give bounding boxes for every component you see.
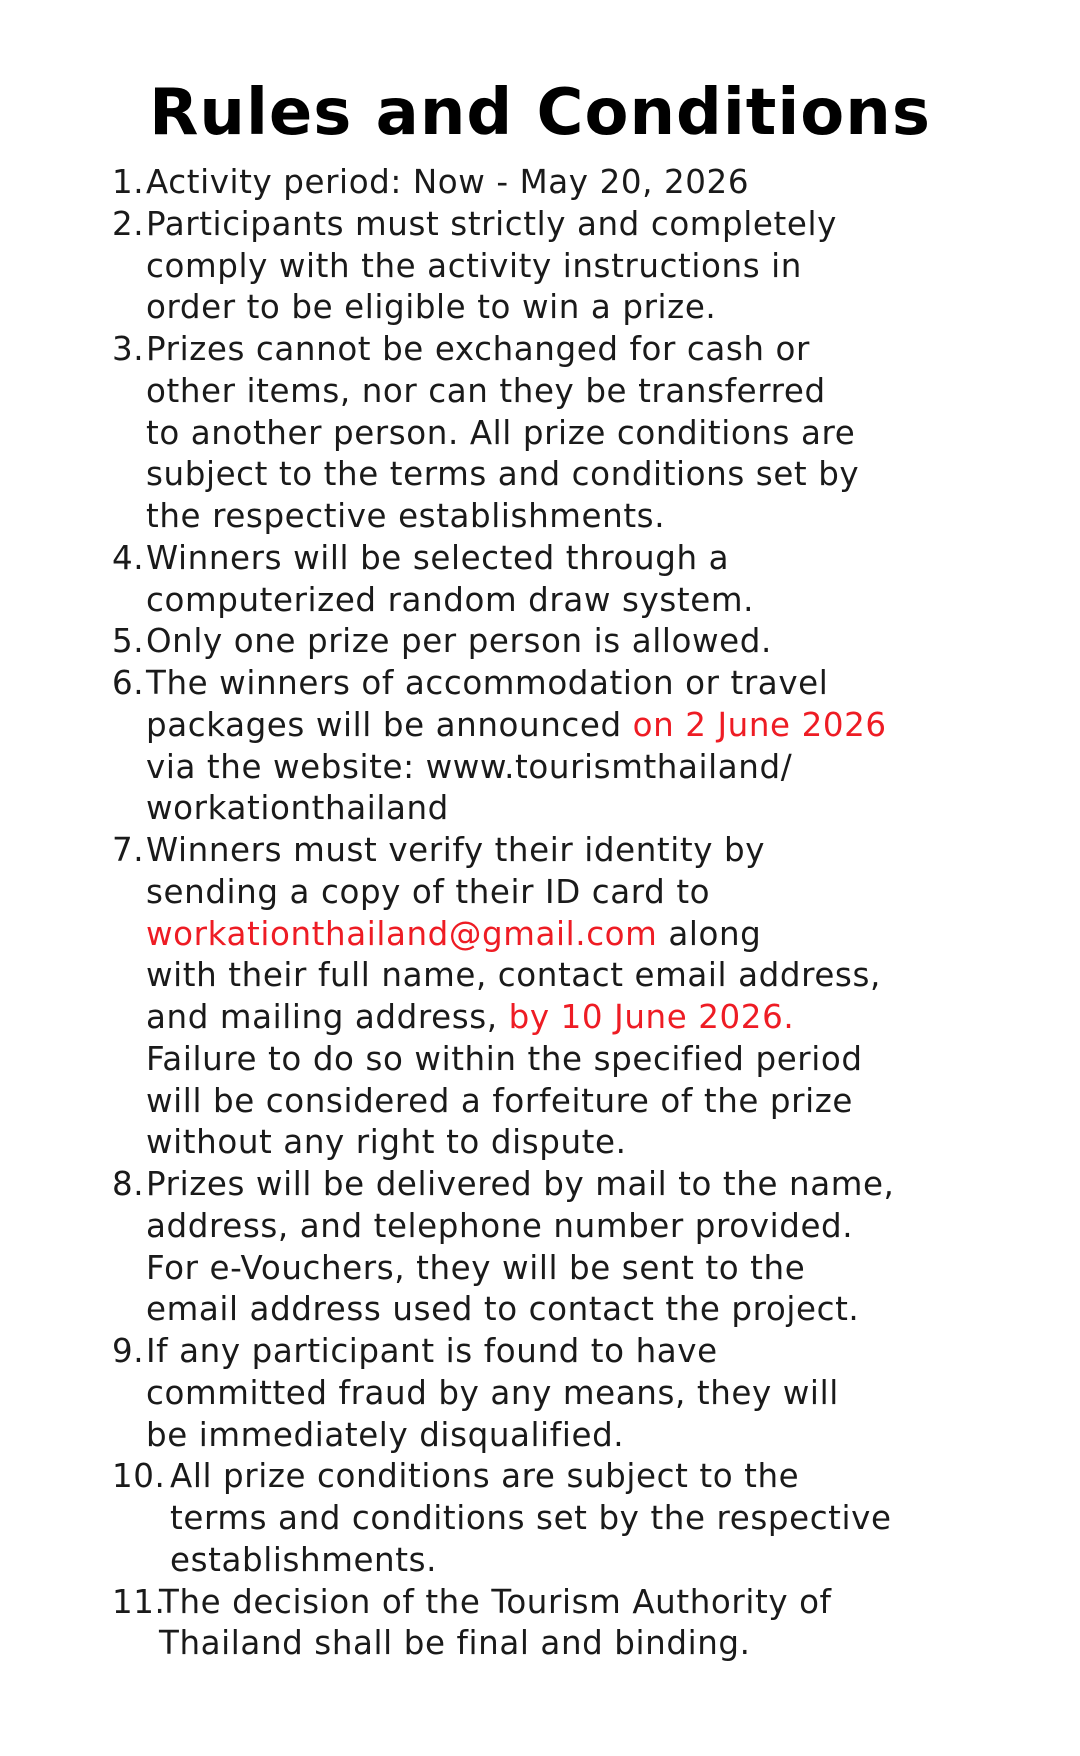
rule-item: [112, 663, 982, 830]
rule-text: [159, 1582, 982, 1666]
rule-line-text: email address used to contact the project.: [146, 1290, 860, 1329]
rule-line-text: order to be eligible to win a prize.: [146, 288, 717, 327]
rule-text: [146, 830, 982, 1164]
rule-item: [112, 621, 982, 663]
rule-line-text: address, and telephone number provided.: [146, 1206, 854, 1245]
rule-line-text: packages will be announced: [146, 705, 633, 744]
rule-item: [112, 830, 982, 1164]
rule-line: [146, 1289, 982, 1331]
rule-line: [146, 1415, 982, 1457]
rule-number: 2.: [112, 204, 145, 243]
rule-item: [112, 1164, 982, 1331]
rule-number: 9.: [112, 1332, 145, 1370]
rule-number: 1.: [112, 163, 145, 201]
rule-text: [146, 621, 982, 663]
rule-line: [146, 454, 982, 496]
rule-line-text: Thailand shall be final and binding.: [159, 1624, 751, 1663]
rule-line-text: Failure to do so within the specified period: [146, 1039, 863, 1078]
rule-line-text: The winners of accommodation or travel: [146, 664, 829, 702]
rule-line-text: For e-Vouchers, they will be sent to the: [146, 1248, 806, 1287]
highlighted-text: by 10 June 2026.: [508, 998, 795, 1036]
rule-line: [146, 287, 982, 329]
rule-line-text: The decision of the Tourism Authority of: [159, 1582, 832, 1621]
rule-line-text: Activity period: Now - May 20, 2026: [146, 163, 750, 201]
rule-line-text: Prizes cannot be exchanged for cash or: [146, 330, 810, 368]
rule-line-text: terms and conditions set by the respective: [170, 1499, 892, 1537]
rule-line: [146, 955, 982, 997]
rule-line-text: Prizes will be delivered by mail to the name,: [146, 1165, 895, 1203]
rule-line-text: will be considered a forfeiture of the prize: [146, 1081, 854, 1120]
rule-line: [146, 1373, 982, 1415]
highlighted-text: workationthailand@gmail.com: [146, 914, 658, 953]
rule-line: [146, 1039, 982, 1081]
rule-line: [146, 1164, 982, 1206]
rule-line-text: committed fraud by any means, they will: [146, 1373, 839, 1412]
rule-line: [146, 162, 982, 204]
rule-text: [146, 162, 982, 204]
rule-line: [146, 538, 982, 580]
rule-item: [112, 1456, 982, 1581]
rule-number: 5.: [112, 622, 145, 661]
rule-line: [146, 1331, 982, 1373]
rule-line: [146, 204, 982, 246]
rule-line-text: sending a copy of their ID card to: [146, 872, 711, 911]
rule-number: 11.: [112, 1582, 166, 1621]
rule-line-text: be immediately disqualified.: [146, 1415, 625, 1454]
rule-line-text: via the website: www.tourismthailand/: [146, 747, 793, 786]
rule-text: [146, 329, 982, 538]
rule-line-text: and mailing address,: [146, 998, 509, 1036]
rule-line: [146, 1248, 982, 1290]
rule-number: 8.: [112, 1165, 145, 1203]
rule-line: [170, 1498, 982, 1540]
rule-line-text: without any right to dispute.: [146, 1123, 627, 1162]
rule-line: [146, 830, 982, 872]
rule-item: [112, 204, 982, 329]
rule-line-text: establishments.: [170, 1540, 438, 1579]
rule-line: [146, 496, 982, 538]
rule-line-text: If any participant is found to have: [146, 1332, 718, 1370]
rule-line: [170, 1540, 982, 1582]
rule-text: [170, 1456, 982, 1581]
rule-line: [146, 1206, 982, 1248]
rule-line: [146, 872, 982, 914]
rule-item: [112, 162, 982, 204]
rule-line: [146, 371, 982, 413]
rule-line-text: comply with the activity instructions in: [146, 246, 802, 285]
rule-line: [170, 1456, 982, 1498]
rule-text: [146, 204, 982, 329]
rule-line: [146, 747, 982, 789]
rule-line: [146, 621, 982, 663]
rule-line-text: the respective establishments.: [146, 497, 666, 535]
rule-line: [146, 580, 982, 622]
rule-line-text: All prize conditions are subject to the: [170, 1457, 800, 1496]
rule-line: [159, 1623, 982, 1665]
rule-text: [146, 663, 982, 830]
rule-line: [146, 663, 982, 705]
rule-number: 10.: [112, 1457, 166, 1496]
rule-line-text: workationthailand: [146, 789, 449, 828]
rule-text: [146, 1164, 982, 1331]
rule-line-text: to another person. All prize conditions are: [146, 413, 856, 452]
rules-list: [112, 162, 982, 1665]
rule-number: 4.: [112, 538, 145, 577]
rule-line-text: Participants must strictly and completely: [146, 204, 837, 243]
rule-line-text: subject to the terms and conditions set by: [146, 455, 860, 494]
rule-line: [146, 246, 982, 288]
rule-line: [146, 705, 982, 747]
rule-line: [146, 914, 982, 956]
rule-item: [112, 1331, 982, 1456]
rule-number: 7.: [112, 831, 145, 869]
rule-text: [146, 538, 982, 622]
rule-line: [146, 1122, 982, 1164]
rule-text: [146, 1331, 982, 1456]
rule-line-text: along: [657, 914, 762, 953]
rule-number: 6.: [112, 664, 145, 702]
rule-number: 3.: [112, 330, 145, 368]
page-title: Rules and Conditions: [149, 76, 931, 150]
rule-line-text: Winners must verify their identity by: [146, 831, 766, 869]
rule-line-text: computerized random draw system.: [146, 580, 755, 619]
rule-line: [146, 413, 982, 455]
rule-line-text: with their full name, contact email address,: [146, 956, 881, 995]
highlighted-text: on 2 June 2026: [632, 705, 887, 744]
rule-item: [112, 329, 982, 538]
rule-line-text: other items, nor can they be transferred: [146, 371, 826, 410]
rule-line-text: Only one prize per person is allowed.: [146, 622, 772, 661]
rule-line-text: Winners will be selected through a: [146, 538, 730, 577]
rule-line: [146, 329, 982, 371]
rule-line: [146, 1081, 982, 1123]
rule-line: [159, 1582, 982, 1624]
rule-line: [146, 997, 982, 1039]
rule-item: [112, 1582, 982, 1666]
rule-item: [112, 538, 982, 622]
rule-line: [146, 788, 982, 830]
